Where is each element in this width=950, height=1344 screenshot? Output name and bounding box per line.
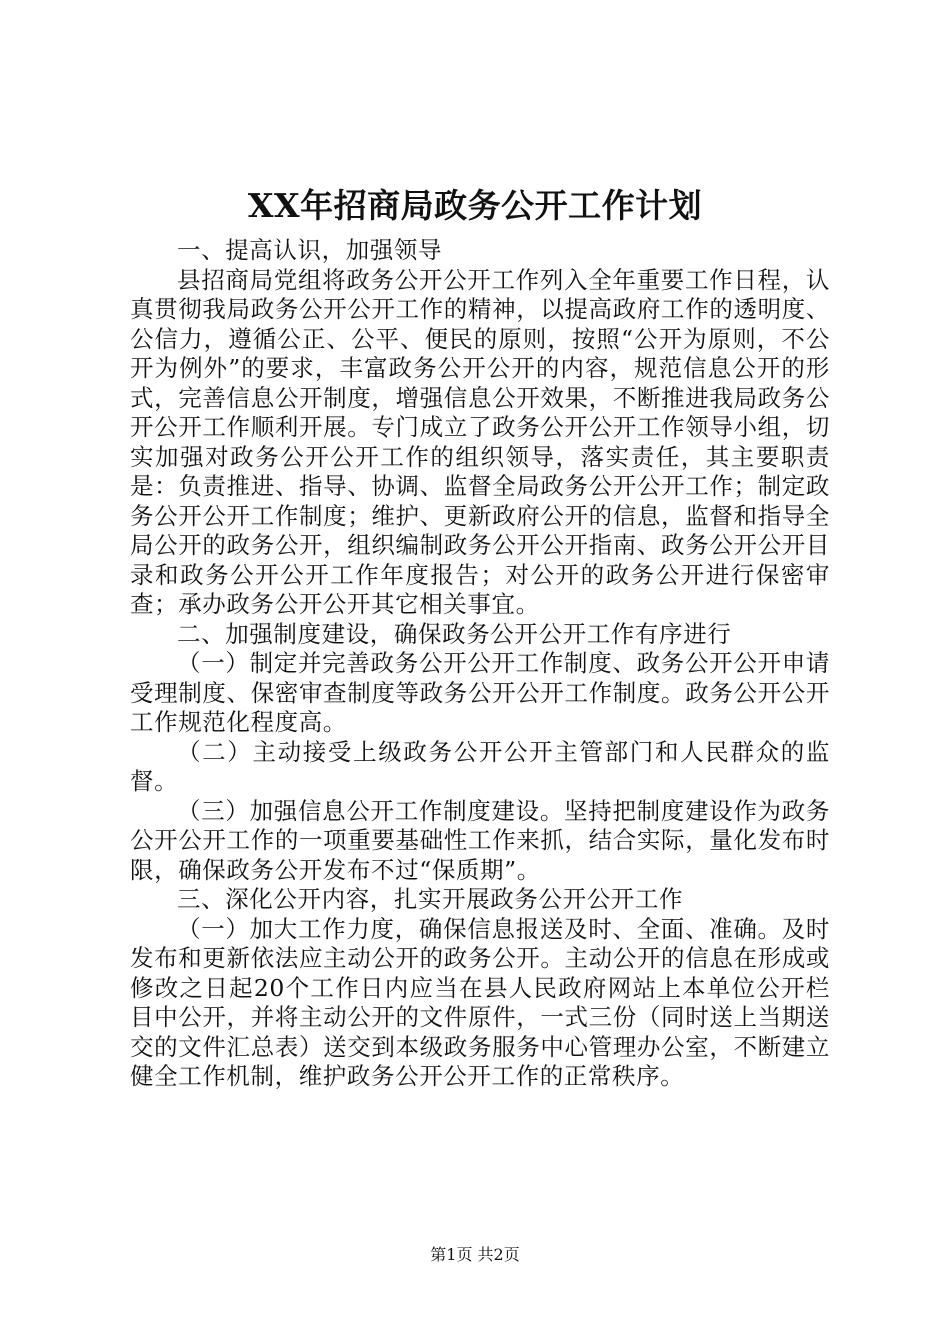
section-heading-1: 一、提高认识，加强领导 — [177, 236, 443, 264]
body-paragraph: （三）加强信息公开工作制度建设。坚持把制度建设作为政务公开公开工作的一项重要基础性工作来抓，结合实际，量化发布时限，确保政务公开发布不过“保质期”。 — [130, 796, 830, 884]
document-body — [130, 236, 830, 1092]
body-paragraph: （二）主动接受上级政务公开公开主管部门和人民群众的监督。 — [130, 737, 830, 795]
section-heading-2: 二、加强制度建设，确保政务公开公开工作有序进行 — [177, 619, 732, 648]
body-paragraph: 县招商局党组将政务公开公开工作列入全年重要工作日程，认真贯彻我局政务公开公开工作的精神，以提高政府工作的透明度、公信力，遵循公正、公平、便民的原则，按照“公开为原则，不公开为例外”的要求，丰富政务公开公开的内容，规范信息公开的形式，完善信息公开制度，增强信息公开效果，不断推进我局政务公开公开工作顺利开展。专门成立了政务公开公开工作领导小组，切实加强对政务公开公开工作的组织领导，落实责任，其主要职责是：负责推进、指导、协调、监督全局政务公开公开工作；制定政务公开公开工作制度；维护、更新政府公开的信息，监督和指导全局公开的政务公开，组织编制政务公开公开指南、政务公开公开目录和政务公开公开工作年度报告；对公开的政务公开进行保密审查；承办政务公开公开其它相关事宜。 — [130, 265, 830, 618]
body-paragraph: （一）制定并完善政务公开公开工作制度、政务公开公开申请受理制度、保密审查制度等政务公开公开工作制度。政务公开公开工作规范化程度高。 — [130, 649, 830, 736]
body-paragraph: （一）加大工作力度，确保信息报送及时、全面、准确。及时发布和更新依法应主动公开的政务公开。主动公开的信息在形成或修改之日起20个工作日内应当在县人民政府网站上本单位公开栏目中公开，并将主动公开的文件原件，一式三份（同时送上当期送交的文件汇总表）送交到本级政务服务中心管理办公室，不断建立健全工作机制，维护政务公开公开工作的正常秩序。 — [130, 914, 830, 1090]
section-heading-3: 三、深化公开内容，扎实开展政务公开公开工作 — [177, 885, 684, 913]
document-title: XX年招商局政务公开工作计划 — [247, 186, 703, 225]
page-number-footer: 第1页 共2页 — [430, 1245, 520, 1264]
